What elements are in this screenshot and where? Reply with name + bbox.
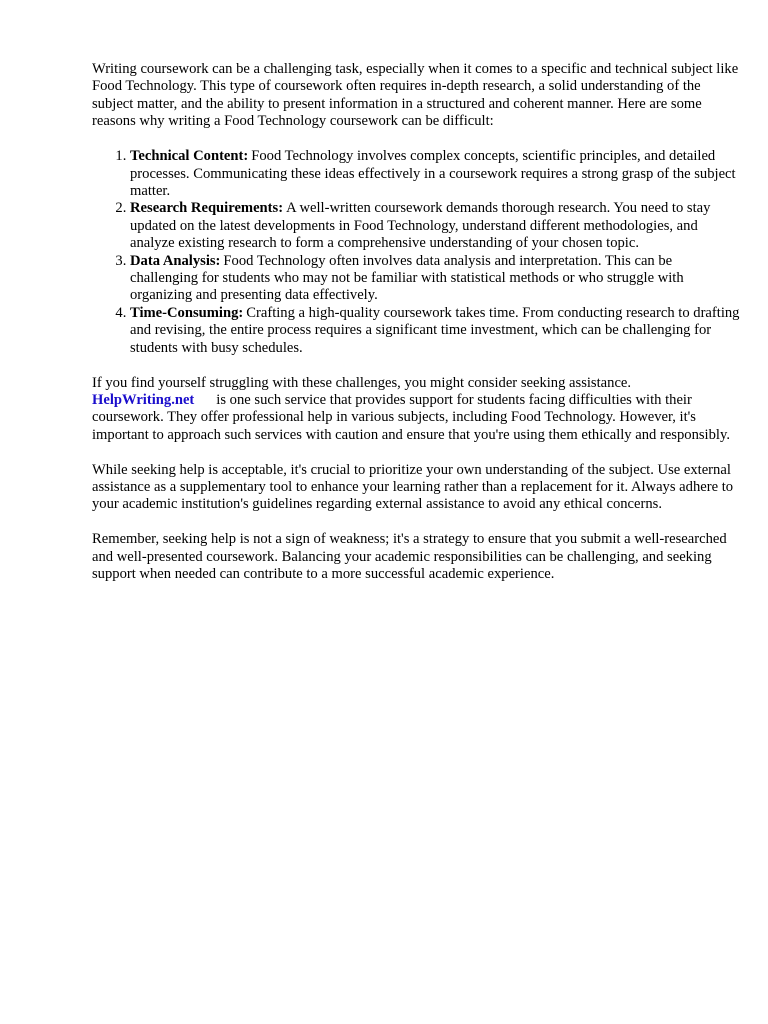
understanding-paragraph: While seeking help is acceptable, it's crucial to prioritize your own understanding of the subject. Use external assistance as a supplementary tool to enhance your learning rather than a replacement for it. Always adhere to your academic institution's guidelines regarding external assistance to avoid any ethical concerns. [92,461,734,513]
list-item [130,253,742,305]
reasons-list [92,148,742,357]
assistance-text-before: If you find yourself struggling with these challenges, you might consider seeking assistance. [92,374,632,391]
reason-term: Data Analysis: [130,252,221,269]
reason-text: Food Technology often involves data analysis and interpretation. This can be challenging for students who may not be familiar with statistical methods or who struggle with organizing and presenting data effectively. [130,252,684,304]
reason-text: A well-written coursework demands thorough research. You need to stay updated on the latest developments in Food Technology, understand different methodologies, and analyze existing research to form a comprehensive understanding of your chosen topic. [130,200,711,252]
intro-paragraph: Writing coursework can be a challenging task, especially when it comes to a specific and technical subject like Food Technology. This type of coursework often requires in-depth research, a solid understanding of the subject matter, and the ability to present information in a structured and coherent manner. Here are some reasons why writing a Food Technology coursework can be difficult: [92,61,739,130]
list-item [130,305,742,357]
reason-term: Time-Consuming: [130,304,244,321]
reason-text: Crafting a high-quality coursework takes time. From conducting research to drafting and revising, the entire process requires a significant time investment, which can be challenging for students with busy schedules. [130,304,740,356]
reason-term: Research Requirements: [130,200,284,217]
document-page [92,61,742,601]
reason-term: Technical Content: [130,148,249,165]
reason-text: Food Technology involves complex concepts, scientific principles, and detailed processes. Communicating these ideas effectively in a coursework requires a strong grasp of the subject matter. [130,148,736,199]
helpwriting-link[interactable]: HelpWriting.net [92,391,195,408]
list-item [130,200,742,252]
assistance-paragraph [92,375,742,445]
conclusion-paragraph: Remember, seeking help is not a sign of weakness; it's a strategy to ensure that you submit a well-researched and well-presented coursework. Balancing your academic responsibilities can be challenging, and seeking support when needed can contribute to a more successful academic experience. [92,531,727,583]
list-item [130,148,742,200]
assistance-text-after: is one such service that provides support for students facing difficulties with their coursework. They offer professional help in various subjects, including Food Technology. However, it's important to approach such services with caution and ensure that you're using them ethically and responsibly. [92,391,730,443]
